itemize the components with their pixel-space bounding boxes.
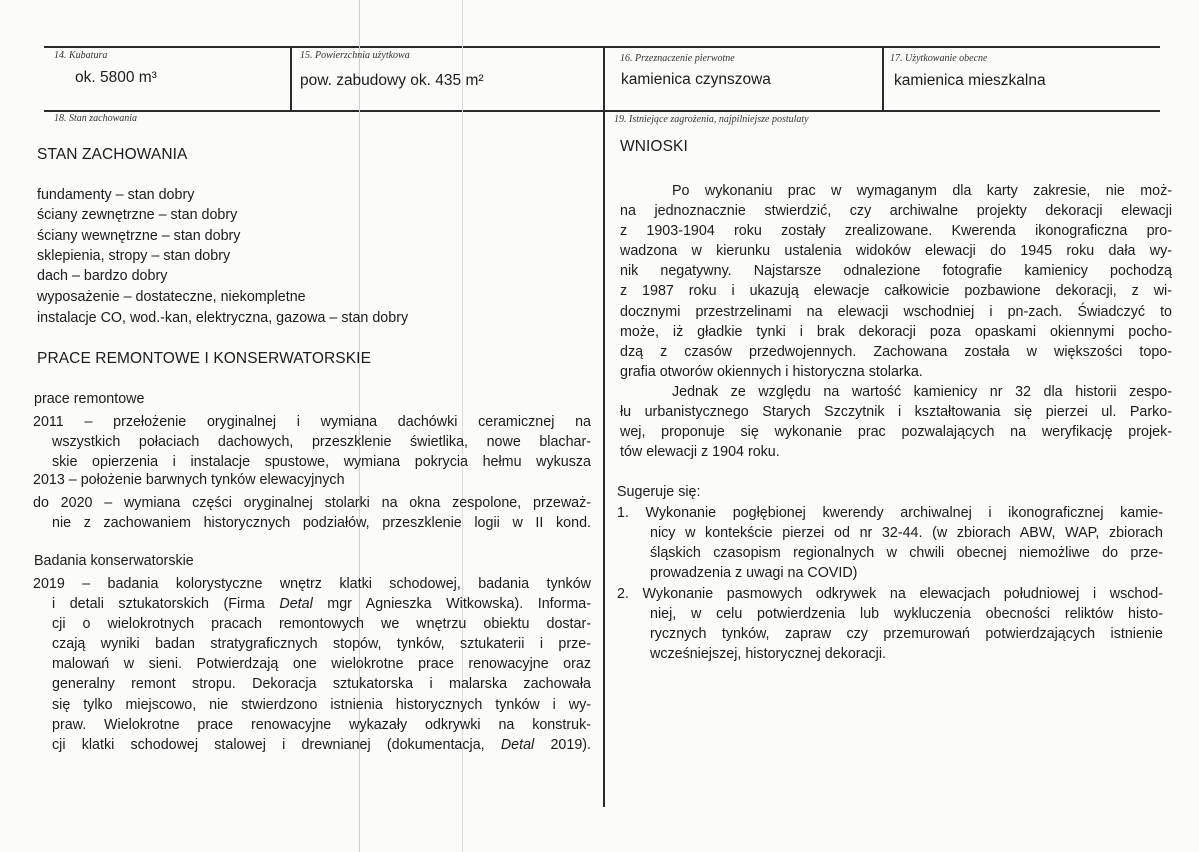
suggestion-line: 2. Wykonanie pasmowych odkrywek na elewacjach południowej i wschod-	[617, 586, 1163, 602]
paragraph-line: może, iż gładkie tynki i brak dekoracji poza opaskami okiennymi pocho-	[620, 323, 1172, 340]
entry-2011-line: wszystkich połaciach dachowych, przeszklenie świetlika, nowe blachar-	[52, 434, 591, 451]
entry-2019-line: czają wyniki badan stratygraficznych stopów, tynków, sztukaterii i prze-	[52, 636, 591, 653]
heading-wnioski: WNIOSKI	[620, 138, 688, 155]
heading-stan-zachowania: STAN ZACHOWANIA	[37, 146, 188, 163]
condition-item: sklepienia, stropy – stan dobry	[37, 248, 231, 264]
field-value-przeznaczenie: kamienica czynszowa	[621, 71, 771, 88]
paragraph-line: Po wykonaniu prac w wymaganym dla karty zakresie, nie moż-	[672, 183, 1172, 199]
condition-item: dach – bardzo dobry	[37, 268, 168, 284]
paragraph-wnioski-2	[620, 382, 1172, 462]
entry-2020-line: nie z zachowaniem historycznych podziałów, przeszklenie logii w II kond.	[52, 515, 591, 532]
entry-2019-line: cji o wielokrotnych pracach remontowych we wnętrzu obiektu dostar-	[52, 616, 591, 633]
field-value-kubatura: ok. 5800 m³	[75, 69, 157, 86]
paragraph-line: wadzona w kierunku ustalenia widoków elewacji do 1945 roku dała wy-	[620, 243, 1172, 260]
field-label-kubatura: 14. Kubatura	[54, 50, 108, 61]
entry-2020	[33, 493, 591, 533]
field-value-uzytkowanie: kamienica mieszkalna	[894, 72, 1046, 89]
condition-item: wyposażenie – dostateczne, niekompletne	[37, 289, 306, 305]
mid-rule	[44, 110, 1160, 112]
entry-2019-line: 2019 – badania kolorystyczne wnętrz klatki schodowej, badania tynków	[33, 576, 591, 592]
condition-item: ściany wewnętrzne – stan dobry	[37, 228, 241, 244]
field-label-powierzchnia: 15. Powierzchnia użytkowa	[300, 50, 410, 61]
condition-item: instalacje CO, wod.-kan, elektryczna, gazowa – stan dobry	[37, 310, 409, 326]
paragraph-line: z 1987 roku i ukazują elewacje całkowicie pozbawione dekoracji, z wi-	[620, 283, 1172, 300]
entry-2011	[33, 412, 591, 472]
heading-prace-remontowe: PRACE REMONTOWE I KONSERWATORSKIE	[37, 350, 372, 367]
entry-2019	[33, 574, 591, 755]
condition-item: fundamenty – stan dobry	[37, 187, 195, 203]
subheading-badania: Badania konserwatorskie	[34, 553, 194, 569]
paragraph-line: tów elewacji z 1904 roku.	[620, 444, 780, 461]
paragraph-line: Jednak ze względu na wartość kamienicy nr 32 dla historii zespo-	[672, 384, 1172, 400]
paragraph-line: nik negatywny. Najstarsze odnalezione fotografie kamienicy pochodzą	[620, 263, 1172, 280]
paragraph-line: łu urbanistycznego Starych Szczytnik i kształtowania się pierzei ul. Parko-	[620, 404, 1172, 421]
entry-2019-line: praw. Wielokrotne prace renowacyjne wykazały odkrywki na konstruk-	[52, 716, 591, 733]
suggestion-item-2	[617, 584, 1163, 664]
suggestion-line: rycznych tynków, zapraw czy przemurowań potwierdzających istnienie	[650, 626, 1163, 643]
detal-firm-name: Detal	[279, 596, 313, 613]
divider-2	[603, 47, 605, 807]
suggestion-line: prowadzenia z uwagi na COVID)	[650, 565, 858, 582]
entry-2011-line: 2011 – przełożenie oryginalnej i wymiana dachówki ceramicznej na	[33, 414, 591, 430]
divider-1	[290, 47, 292, 111]
top-rule	[44, 46, 1160, 48]
field-label-zagrozenia: 19. Istniejące zagrożenia, najpilniejsze postulaty	[614, 114, 809, 125]
detal-firm-name: Detal	[500, 736, 535, 753]
suggestion-line: 1. Wykonanie pogłębionej kwerendy archiwalnej i ikonograficznej kamie-	[617, 505, 1163, 521]
condition-item: ściany zewnętrzne – stan dobry	[37, 207, 238, 223]
paragraph-wnioski-1	[620, 181, 1172, 382]
entry-2019-line: cji klatki schodowej stalowej i drewnianej (dokumentacja, Detal 2019).	[52, 736, 592, 753]
suggestion-line: nicy w kontekście pierzei od nr 32-44. (w zbiorach ABW, WAP, zbiorach	[650, 525, 1163, 542]
entry-2019-line: się tylko miejscowo, nie stwierdzono istnienia historycznych tynków i wy-	[52, 696, 591, 713]
sugeruje-heading: Sugeruje się:	[617, 484, 701, 500]
field-value-powierzchnia: pow. zabudowy ok. 435 m²	[300, 72, 484, 89]
field-label-stan: 18. Stan zachowania	[54, 113, 138, 124]
entry-2019-line: generalny remont stropu. Dekoracja sztukatorska i malarska zachowała	[52, 676, 591, 693]
suggestion-line: wcześniejszej, historycznej dekoracji.	[650, 646, 886, 663]
paragraph-line: wej, proponuje się wykonanie prac pozwalających na weryfikację projek-	[620, 424, 1172, 441]
paragraph-line: grafia otworów okiennych i historyczna stolarka.	[620, 363, 923, 380]
paragraph-line: docznymi przestrzelinami na elewacji wschodniej i pn-zach. Świadczyć to	[620, 303, 1172, 320]
entry-2020-line: do 2020 – wymiana części oryginalnej stolarki na okna zespolone, przeważ-	[33, 495, 591, 511]
entry-2019-line: i detali sztukatorskich (Firma Detal mgr Agnieszka Witkowska). Informa-	[52, 596, 591, 613]
field-label-uzytkowanie: 17. Użytkowanie obecne	[890, 53, 988, 64]
suggestion-item-1	[617, 503, 1163, 583]
entry-2019-line: malowań w sieni. Potwierdzają one wielokrotne prace renowacyjne oraz	[52, 656, 591, 673]
divider-3	[882, 47, 884, 111]
subheading-prace-remontowe: prace remontowe	[34, 391, 145, 407]
paragraph-line: na jednoznacznie stwierdzić, czy archiwalne projekty dekoracji elewacji	[620, 203, 1172, 220]
paragraph-line: z 1903-1904 roku zostały zrealizowane. Kwerenda ikonograficzna pro-	[620, 223, 1172, 240]
entry-2011-line: skie opierzenia i instalacje spustowe, wymiana pokrycia hełmu wykusza	[52, 454, 591, 471]
suggestion-line: niej, w celu potwierdzenia lub wykluczenia obecności reliktów histo-	[650, 606, 1163, 623]
paragraph-line: dzą z czasów przedwojennych. Zachowana została w większości topo-	[620, 343, 1172, 360]
suggestion-line: śląskich czasopism regionalnych w chwili obecnej niemożliwe do prze-	[650, 545, 1163, 562]
entry-2013: 2013 – położenie barwnych tynków elewacyjnych	[33, 472, 345, 488]
field-label-przeznaczenie: 16. Przeznaczenie pierwotne	[620, 53, 735, 64]
